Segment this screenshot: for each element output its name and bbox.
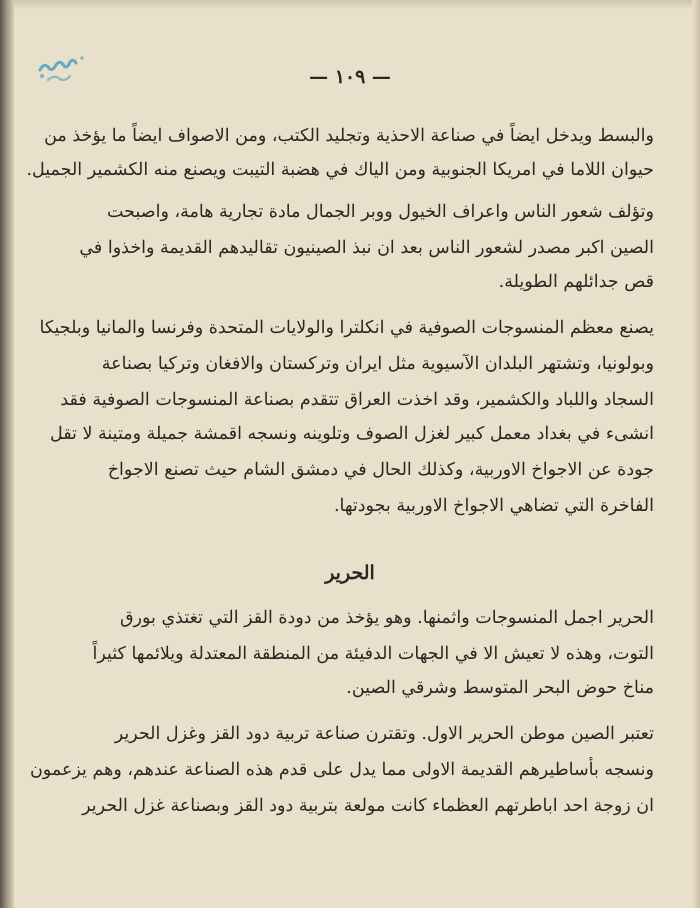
text-line: وتؤلف شعور الناس واعراف الخيول ووبر الجمال مادة تجارية هامة، واصبحت [107,202,654,222]
text-line: حيوان اللاما في امريكا الجنوبية ومن الياك في هضبة التيبت ويصنع منه الكشمير الجميل. [26,160,654,180]
text-line: انشىء في بغداد معمل كبير لغزل الصوف وتلوينه ونسجه اقمشة جميلة ومتينة لا تقل [49,424,654,444]
text-line: الصين اكبر مصدر لشعور الناس بعد ان نبذ الصينيون تقاليدهم القديمة واخذوا في [79,238,654,258]
text-line: ونسجه بأساطيرهم القديمة الاولى مما يدل على قدم هذه الصناعة عندهم، وهم يزعمون [29,760,654,780]
text-line: التوت، وهذه لا تعيش الا في الجهات الدفيئة من المنطقة المعتدلة ويلائمها كثيراً [92,644,654,664]
text-line: وبولونيا، وتشتهر البلدان الآسيوية مثل ايران وتركستان والافغان وتركيا بصناعة [101,354,654,374]
page-top-edge [14,0,700,10]
text-line: جودة عن الاجواخ الاوربية، وكذلك الحال في دمشق الشام حيث تصنع الاجواخ [107,460,654,480]
text-line: والبسط ويدخل ايضاً في صناعة الاحذية وتجليد الكتب، ومن الاصواف ايضاً ما يؤخذ من [44,126,654,146]
page-right-edge [692,0,700,908]
book-spine-shadow [0,0,14,908]
text-line: ان زوجة احد اباطرتهم العظماء كانت مولعة بتربية دود القز وبصناعة غزل الحرير [82,796,654,816]
section-heading: الحرير [325,562,375,584]
text-line: قص جدائلهم الطويلة. [498,272,654,292]
text-line: الفاخرة التي تضاهي الاجواخ الاوربية بجودتها. [333,496,654,516]
text-line: الحرير اجمل المنسوجات واثمنها. وهو يؤخذ من دودة القز التي تغتذي بورق [119,608,654,628]
page-number: — ١٠٩ — [309,66,391,88]
text-line: يصنع معظم المنسوجات الصوفية في انكلترا والولايات المتحدة وفرنسا والمانيا وبلجيكا [39,318,654,338]
text-line: مناخ حوض البحر المتوسط وشرقي الصين. [346,678,654,698]
text-line: السجاد واللباد والكشمير، وقد اخذت العراق تتقدم بصناعة المنسوجات الصوفية فقد [60,390,654,410]
text-line: تعتبر الصين موطن الحرير الاول. وتقترن صناعة تربية دود القز وغزل الحرير [114,724,654,744]
